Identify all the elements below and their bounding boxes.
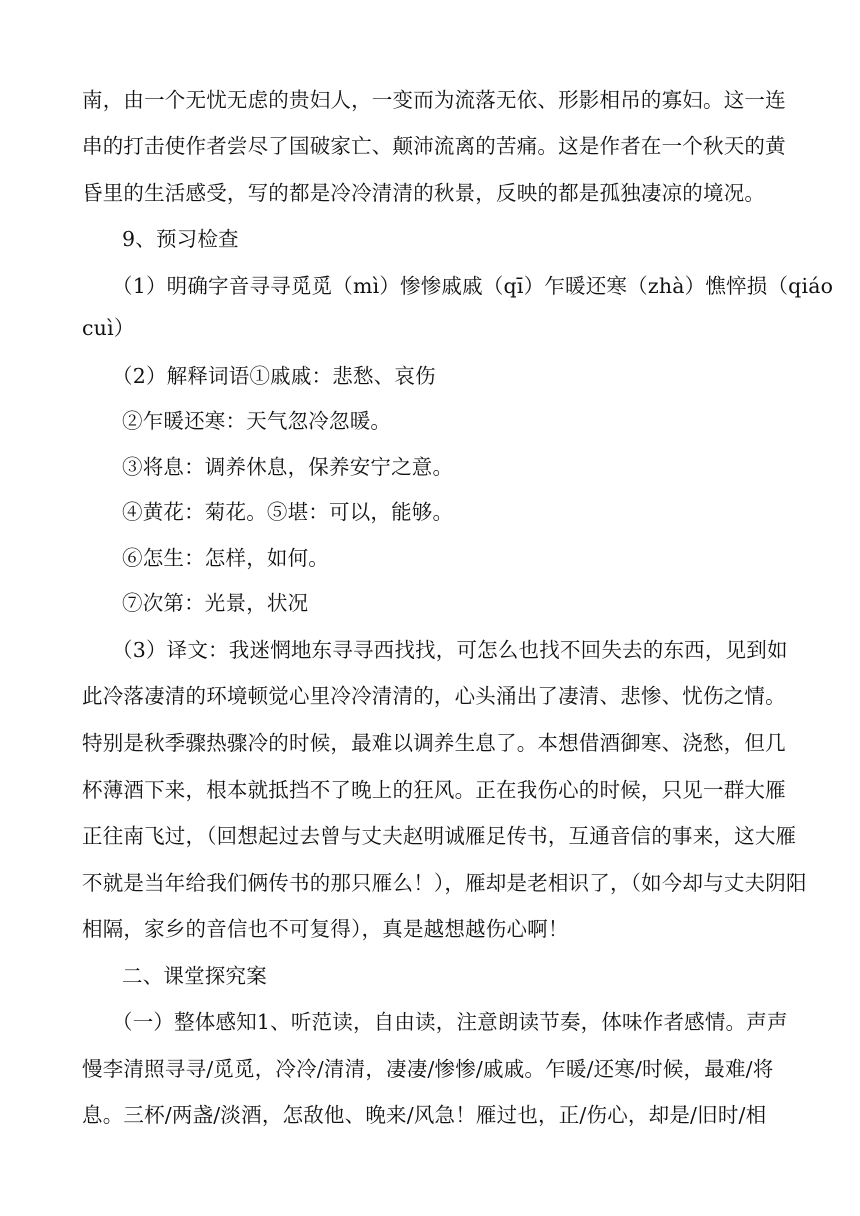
- text-line: 不就是当年给我们俩传书的那只雁么！），雁却是老相识了，（如今却与丈夫阴阳: [82, 871, 807, 895]
- text-line: 相隔，家乡的音信也不可复得），真是越想越伤心啊！: [82, 917, 569, 941]
- text-line: 南，由一个无忧无虑的贵妇人，一变而为流落无依、形影相吊的寡妇。这一连: [82, 88, 786, 112]
- text-line: ③将息：调养休息，保养安宁之意。: [122, 455, 454, 479]
- text-line: 串的打击使作者尝尽了国破家亡、颠沛流离的苦痛。这是作者在一个秋天的黄: [82, 134, 786, 158]
- text-line: 特别是秋季骤热骤冷的时候，最难以调养生息了。本想借酒御寒、浇愁，但几: [82, 731, 786, 755]
- text-line: （2）解释词语①戚戚：悲愁、哀伤: [112, 364, 436, 388]
- text-line: ⑦次第：光景，状况: [122, 591, 309, 615]
- text-line: 杯薄酒下来，根本就抵挡不了晚上的狂风。正在我伤心的时候，只见一群大雁: [82, 778, 786, 802]
- text-line: 昏里的生活感受，写的都是冷冷清清的秋景，反映的都是孤独凄凉的境况。: [82, 181, 766, 205]
- section-heading: 二、课堂探究案: [122, 964, 267, 988]
- text-line: ⑥怎生：怎样，如何。: [122, 546, 329, 570]
- text-line: （一）整体感知1、听范读，自由读，注意朗读节奏，体味作者感情。声声: [112, 1010, 788, 1034]
- text-line: cuì）: [82, 316, 135, 340]
- text-line: ④黄花：菊花。⑤堪：可以，能够。: [122, 500, 454, 524]
- text-line: 息。三杯/两盏/淡酒，怎敌他、晚来/风急！雁过也，正/伤心，却是/旧时/相: [82, 1103, 767, 1127]
- text-line: ②乍暖还寒：天气忽冷忽暖。: [122, 409, 392, 433]
- text-line: 正往南飞过，（回想起过去曾与丈夫赵明诚雁足传书，互通音信的事来，这大雁: [82, 824, 797, 848]
- text-line: 慢李清照寻寻/觅觅，冷冷/清清，凄凄/惨惨/戚戚。乍暖/还寒/时候，最难/将: [82, 1057, 774, 1081]
- text-line: （1）明确字音寻寻觅觅（mì）惨惨戚戚（qī）乍暖还寒（zhà）憔悴损（qiáo: [112, 274, 834, 298]
- text-line: （3）译文：我迷惘地东寻寻西找找，可怎么也找不回失去的东西，见到如: [112, 638, 788, 662]
- section-heading: 9、预习检查: [122, 227, 239, 251]
- text-line: 此冷落凄清的环境顿觉心里冷冷清清的，心头涌出了凄清、悲惨、忧伤之情。: [82, 684, 786, 708]
